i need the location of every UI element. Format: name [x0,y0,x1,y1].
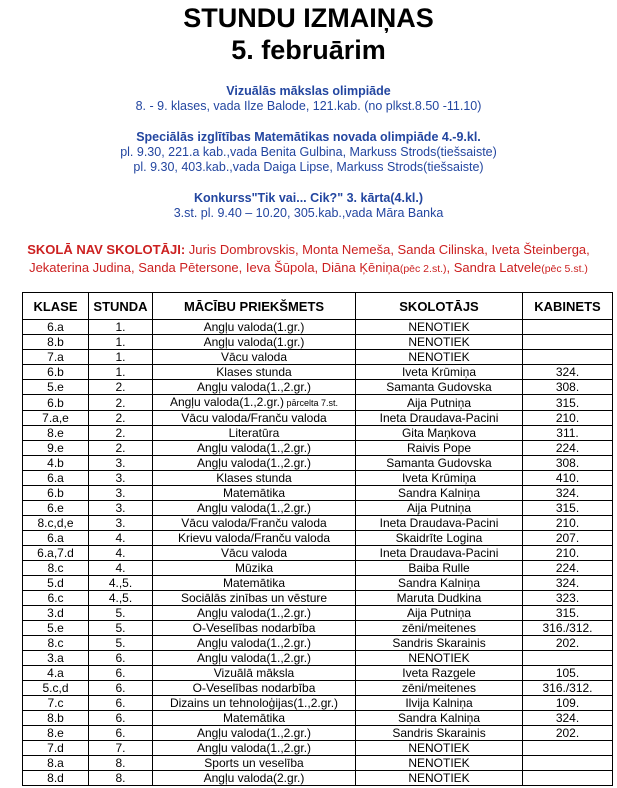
table-header-cell: SKOLOTĀJS [356,293,523,320]
cell-klase: 6.a [23,320,89,335]
cell-kabinets: 202. [523,726,613,741]
cell-stunda: 6. [89,726,153,741]
table-row [23,561,613,576]
cell-subject: Matemātika [153,486,356,501]
announcement-block [0,130,617,175]
cell-teacher: Sandris Skarainis [356,726,523,741]
cell-teacher: Ineta Draudava-Pacini [356,546,523,561]
cell-stunda: 8. [89,756,153,771]
table-row [23,681,613,696]
cell-teacher: Maruta Dudkina [356,591,523,606]
cell-stunda: 1. [89,365,153,380]
cell-teacher: Samanta Gudovska [356,380,523,395]
cell-teacher: Sandra Kalniņa [356,711,523,726]
cell-subject: Mūzika [153,561,356,576]
cell-kabinets: 324. [523,711,613,726]
cell-klase: 3.a [23,651,89,666]
cell-subject: Angļu valoda(1.gr.) [153,335,356,350]
cell-stunda: 2. [89,411,153,426]
table-row [23,380,613,395]
cell-kabinets: 210. [523,411,613,426]
cell-kabinets: 324. [523,365,613,380]
cell-teacher: NENOTIEK [356,320,523,335]
cell-klase: 6.a,7.d [23,546,89,561]
table-body [23,320,613,786]
table-row [23,726,613,741]
title-line-1: STUNDU IZMAIŅAS [183,3,434,33]
table-row [23,576,613,591]
cell-kabinets: 308. [523,456,613,471]
announcement-heading: Konkurss"Tik vai... Cik?" 3. kārta(4.kl.) [193,191,424,205]
cell-klase: 3.d [23,606,89,621]
absent-teachers-names: Juris Dombrovskis, Monta Nemeša, Sanda Cilinska, Iveta Šteinberga, Jekaterina Judina, Sanda Pētersone, Ieva Šūpola, Diāna Ķēniņa [29,242,590,275]
cell-stunda: 7. [89,741,153,756]
cell-subject: Dizains un tehnoloģijas(1.,2.gr.) [153,696,356,711]
cell-stunda: 4. [89,546,153,561]
cell-stunda: 6. [89,696,153,711]
cell-stunda: 3. [89,486,153,501]
cell-teacher: Sandris Skarainis [356,636,523,651]
table-row [23,636,613,651]
cell-kabinets [523,350,613,365]
cell-stunda: 6. [89,651,153,666]
cell-stunda: 5. [89,636,153,651]
cell-klase: 5.e [23,621,89,636]
cell-stunda: 6. [89,681,153,696]
cell-teacher: Ilvija Kalniņa [356,696,523,711]
cell-subject-note: pārcelta 7.st. [284,398,339,408]
cell-kabinets: 315. [523,606,613,621]
cell-subject: Klases stunda [153,471,356,486]
cell-subject: Matemātika [153,576,356,591]
cell-subject: Angļu valoda(1.,2.gr.) [153,380,356,395]
cell-teacher: Sandra Kalniņa [356,576,523,591]
table-row [23,320,613,335]
table-row [23,741,613,756]
table-row [23,666,613,681]
cell-teacher: zēni/meitenes [356,621,523,636]
table-row [23,621,613,636]
cell-stunda: 4.,5. [89,576,153,591]
cell-klase: 7.a [23,350,89,365]
cell-teacher: Sandra Kalniņa [356,486,523,501]
table-header-cell: STUNDA [89,293,153,320]
table-row [23,456,613,471]
table-row [23,696,613,711]
schedule-changes-table [22,292,613,786]
cell-teacher: Ineta Draudava-Pacini [356,516,523,531]
table-row [23,771,613,786]
cell-stunda: 2. [89,441,153,456]
cell-klase: 8.c [23,561,89,576]
cell-teacher: Aija Putniņa [356,501,523,516]
cell-subject: Angļu valoda(1.,2.gr.) [153,651,356,666]
announcement-line: pl. 9.30, 221.a kab.,vada Benita Gulbina, Markuss Strods(tiešsaiste) [120,145,497,159]
cell-stunda: 2. [89,395,153,411]
cell-subject: O-Veselības nodarbība [153,681,356,696]
cell-kabinets [523,651,613,666]
cell-subject: Angļu valoda(1.,2.gr.) [153,636,356,651]
cell-kabinets: 308. [523,380,613,395]
cell-kabinets: 316./312. [523,681,613,696]
table-header-cell: KLASE [23,293,89,320]
cell-kabinets: 207. [523,531,613,546]
cell-stunda: 3. [89,501,153,516]
cell-stunda: 6. [89,666,153,681]
cell-kabinets: 105. [523,666,613,681]
announcement-line: pl. 9.30, 403.kab.,vada Daiga Lipse, Markuss Strods(tiešsaiste) [133,160,484,174]
cell-klase: 8.b [23,711,89,726]
absent-teachers-label: SKOLĀ NAV SKOLOTĀJI: [27,242,186,257]
table-row [23,711,613,726]
cell-teacher: Raivis Pope [356,441,523,456]
absent-teachers-line [6,241,611,278]
cell-kabinets: 324. [523,486,613,501]
cell-stunda: 2. [89,380,153,395]
cell-teacher: Skaidrīte Logina [356,531,523,546]
cell-klase: 8.e [23,726,89,741]
table-row [23,516,613,531]
cell-teacher: NENOTIEK [356,335,523,350]
cell-stunda: 3. [89,516,153,531]
cell-klase: 8.c [23,636,89,651]
table-row [23,546,613,561]
cell-kabinets: 324. [523,576,613,591]
announcement-block [0,84,617,114]
cell-teacher: zēni/meitenes [356,681,523,696]
cell-klase: 8.c,d,e [23,516,89,531]
table-row [23,335,613,350]
cell-teacher: NENOTIEK [356,771,523,786]
cell-klase: 8.e [23,426,89,441]
cell-stunda: 3. [89,471,153,486]
cell-klase: 8.b [23,335,89,350]
cell-teacher: NENOTIEK [356,756,523,771]
cell-stunda: 5. [89,621,153,636]
cell-kabinets [523,320,613,335]
table-row [23,441,613,456]
cell-subject: Vizuālā māksla [153,666,356,681]
cell-stunda: 3. [89,456,153,471]
cell-subject: Angļu valoda(1.,2.gr.) [153,441,356,456]
table-row [23,486,613,501]
cell-subject: Angļu valoda(2.gr.) [153,771,356,786]
cell-kabinets: 109. [523,696,613,711]
cell-stunda: 1. [89,320,153,335]
cell-klase: 5.c,d [23,681,89,696]
cell-subject: Angļu valoda(1.gr.) [153,320,356,335]
table-row [23,350,613,365]
cell-teacher: Ineta Draudava-Pacini [356,411,523,426]
cell-klase: 6.b [23,486,89,501]
cell-klase: 5.d [23,576,89,591]
cell-klase: 7.c [23,696,89,711]
cell-kabinets: 202. [523,636,613,651]
announcement-line: 3.st. pl. 9.40 – 10.20, 305.kab.,vada Māra Banka [173,206,444,220]
cell-teacher: Iveta Razgele [356,666,523,681]
cell-stunda: 2. [89,426,153,441]
cell-stunda: 8. [89,771,153,786]
cell-klase: 8.d [23,771,89,786]
cell-subject: Angļu valoda(1.,2.gr.) [153,726,356,741]
cell-klase: 9.e [23,441,89,456]
cell-teacher: Iveta Krūmiņa [356,471,523,486]
table-header-row [23,293,613,320]
cell-teacher: Iveta Krūmiņa [356,365,523,380]
cell-subject: Matemātika [153,711,356,726]
cell-klase: 8.a [23,756,89,771]
cell-teacher: Samanta Gudovska [356,456,523,471]
cell-kabinets [523,335,613,350]
cell-klase: 5.e [23,380,89,395]
cell-kabinets: 323. [523,591,613,606]
cell-subject: Vācu valoda [153,350,356,365]
cell-teacher: NENOTIEK [356,350,523,365]
cell-teacher: NENOTIEK [356,741,523,756]
cell-subject: Angļu valoda(1.,2.gr.) pārcelta 7.st. [153,395,356,411]
table-row [23,411,613,426]
cell-klase: 6.b [23,395,89,411]
cell-subject: Angļu valoda(1.,2.gr.) [153,456,356,471]
cell-stunda: 1. [89,350,153,365]
cell-klase: 7.d [23,741,89,756]
cell-stunda: 4.,5. [89,591,153,606]
table-row [23,606,613,621]
table-row [23,531,613,546]
announcement-line: 8. - 9. klases, vada Ilze Balode, 121.kab. (no plkst.8.50 -11.10) [135,99,482,113]
cell-kabinets: 210. [523,546,613,561]
cell-subject: Angļu valoda(1.,2.gr.) [153,741,356,756]
cell-subject: Vācu valoda [153,546,356,561]
absent-teachers-names: (pēc 2.st.) [399,263,447,275]
cell-stunda: 1. [89,335,153,350]
cell-kabinets: 224. [523,441,613,456]
table-row [23,426,613,441]
cell-klase: 6.a [23,531,89,546]
cell-klase: 4.b [23,456,89,471]
cell-subject: Angļu valoda(1.,2.gr.) [153,606,356,621]
cell-kabinets: 311. [523,426,613,441]
cell-klase: 6.b [23,365,89,380]
cell-teacher: NENOTIEK [356,651,523,666]
title-line-2: 5. februārim [231,35,386,65]
table-row [23,395,613,411]
table-row [23,471,613,486]
cell-teacher: Baiba Rulle [356,561,523,576]
absent-teachers-names: , Sandra Latvele [446,260,542,275]
announcement-heading: Speciālās izglītības Matemātikas novada olimpiāde 4.-9.kl. [136,130,481,144]
cell-kabinets: 315. [523,501,613,516]
table-row [23,756,613,771]
document-title [0,2,617,66]
table-row [23,651,613,666]
cell-stunda: 4. [89,531,153,546]
cell-subject: Sports un veselība [153,756,356,771]
cell-kabinets [523,741,613,756]
announcement-block [0,191,617,221]
cell-teacher: Aija Putniņa [356,606,523,621]
cell-teacher: Gita Maņkova [356,426,523,441]
cell-subject: O-Veselības nodarbība [153,621,356,636]
cell-subject: Klases stunda [153,365,356,380]
table-row [23,591,613,606]
table-row [23,365,613,380]
cell-stunda: 4. [89,561,153,576]
cell-klase: 4.a [23,666,89,681]
table-row [23,501,613,516]
cell-kabinets: 316./312. [523,621,613,636]
cell-kabinets: 315. [523,395,613,411]
cell-stunda: 5. [89,606,153,621]
cell-klase: 7.a,e [23,411,89,426]
absent-teachers-names: (pēc 5.st.) [541,263,588,275]
cell-kabinets: 410. [523,471,613,486]
cell-subject: Literatūra [153,426,356,441]
cell-subject: Vācu valoda/Franču valoda [153,516,356,531]
cell-kabinets [523,756,613,771]
cell-subject: Krievu valoda/Franču valoda [153,531,356,546]
cell-kabinets: 210. [523,516,613,531]
cell-klase: 6.e [23,501,89,516]
cell-subject: Sociālās zinības un vēsture [153,591,356,606]
cell-subject: Angļu valoda(1.,2.gr.) [153,501,356,516]
cell-teacher: Aija Putniņa [356,395,523,411]
cell-stunda: 6. [89,711,153,726]
announcements-section [0,84,617,221]
cell-klase: 6.c [23,591,89,606]
table-header-cell: KABINETS [523,293,613,320]
cell-subject: Vācu valoda/Franču valoda [153,411,356,426]
table-header-cell: MĀCĪBU PRIEKŠMETS [153,293,356,320]
announcement-heading: Vizuālās mākslas olimpiāde [226,84,391,98]
cell-kabinets [523,771,613,786]
cell-kabinets: 224. [523,561,613,576]
cell-klase: 6.a [23,471,89,486]
